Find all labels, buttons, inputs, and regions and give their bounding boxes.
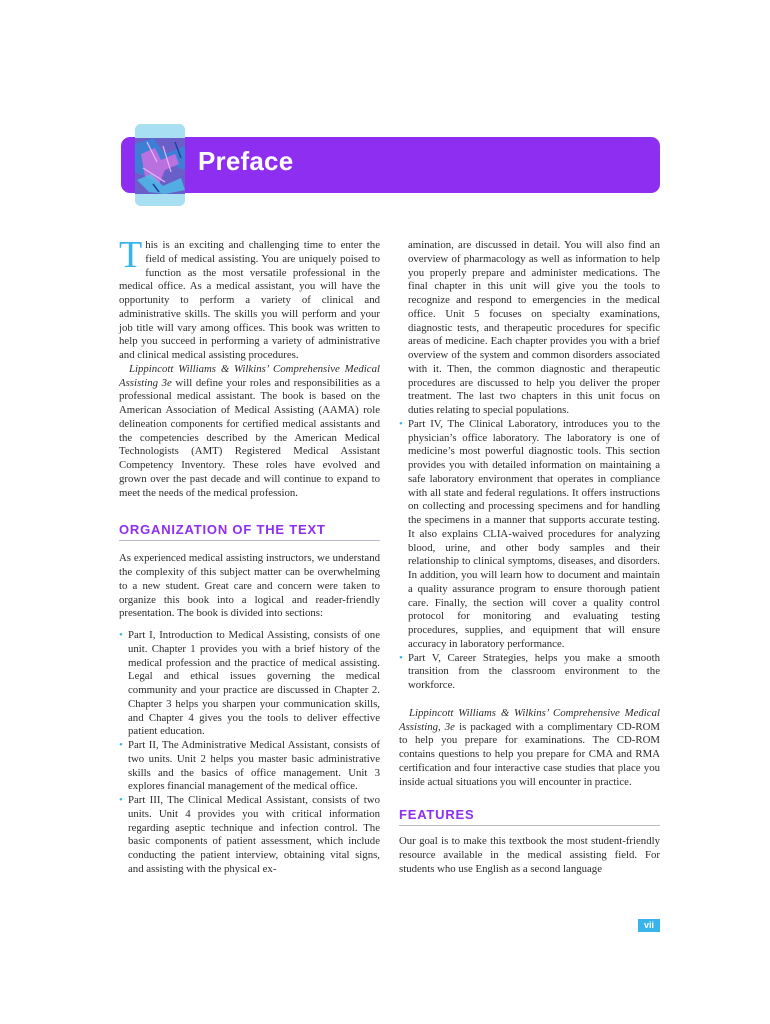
- page-title: Preface: [198, 146, 294, 176]
- bullet-icon: •: [119, 629, 123, 641]
- right-column: [399, 239, 660, 877]
- list-item-text: Part II, The Administrative Medical Assistant, consists of two units. Unit 2 helps you master basic administrative skills and the basics of office management. Unit 3 explores financial management of the medical office.: [128, 739, 380, 793]
- list-item: [399, 652, 660, 693]
- intro-paragraph: [119, 234, 380, 363]
- list-item-text: Part III, The Clinical Medical Assistant, consists of two units. Unit 4 provides you with critical information regarding aseptic technique and infection control. The basic components of patient assessment, which include conducting the patient interview, obtaining vital signs, and assisting with the physical ex-: [128, 794, 380, 875]
- section-heading-features: FEATURES: [399, 807, 660, 826]
- list-item-text: Part IV, The Clinical Laboratory, introduces you to the physician’s office laboratory. The laboratory is one of medicine’s most powerful diagnostic tools. This section provides you with detailed information on maintaining a safe laboratory environment that operates in compliance with all state and federal regulations. It offers instructions on collecting and processing specimens and for handling the specimens in a manner that supports accurate testing. It also explains CLIA-waived procedures for analyzing blood, urine, and other body samples and their relationship to clinical symptoms, diseases, and disorders. In addition, you will learn how to document and maintain a quality assurance program to ensure thorough patient care. Finally, the section will cover a quality control protocol for monitoring and evaluating testing procedures, supplies, and equipment that will ensure accuracy in laboratory performance.: [408, 417, 660, 650]
- bullet-icon: •: [399, 417, 403, 430]
- bullet-icon: •: [119, 794, 123, 806]
- paragraph-cdrom: [399, 707, 660, 790]
- list-item-text: amination, are discussed in detail. You will also find an overview of pharmacology as well as information to help you properly prepare and administer medications. The final chapter in this unit will give you the tools to recognize and respond to emergencies in the medical office. Unit 5 focuses on specialty examinations, diagnostic tests, and therapeutic procedures for specific areas of medicine. Each chapter provides you with a brief overview of the system and common disorders associated with it. Then, the common diagnostic and therapeutic procedures are discussed to help you deliver the proper treatment. The last two chapters in this unit focus on duties relating to special populations.: [408, 239, 660, 416]
- paragraph-cdrom-text: is packaged with a complimentary CD-ROM to help you prepare for examinations. The CD-ROM contains questions to help you prepare for CMA and RMA certification and four interactive case studies that place you inside actual situations you will encounter in practice.: [399, 720, 661, 788]
- bullet-icon: •: [399, 651, 403, 664]
- section-heading-organization: ORGANIZATION OF THE TEXT: [119, 522, 380, 541]
- drop-cap: T: [119, 234, 143, 276]
- parts-list-right: [399, 239, 660, 693]
- left-column: [119, 234, 381, 877]
- list-item-continuation: [399, 239, 660, 418]
- features-paragraph: Our goal is to make this textbook the most student-friendly resource available in the medical assisting field. For students who use English as a second language: [399, 835, 660, 875]
- book-title-italic: Lippincott Williams & Wilkins’ Comprehensive Medical Assisting, 3e: [399, 706, 660, 733]
- list-item: [399, 418, 660, 652]
- paragraph-book-roles: [119, 363, 380, 501]
- organization-intro: As experienced medical assisting instructors, we understand the complexity of this subject matter can be overwhelming to a new student. Great care and concern were taken to organize this book into a logical and reader-friendly presentation. The book is divided into sections:: [119, 552, 380, 620]
- list-item-text: Part V, Career Strategies, helps you make a smooth transition from the classroom environment to the workforce.: [408, 651, 660, 691]
- paragraph-book-roles-text: will define your roles and responsibilities as a professional medical assistant. The book is based on the American Association of Medical Assisting (AAMA) role delineation components for certified medical assistants and the competencies described by the American Medical Technologists (AMT) Registered Medical Assistant Competency Inventory. These roles have evolved and grown over the past decade and will continue to expand to meet the needs of the medical profession.: [119, 376, 381, 499]
- decorative-photo-image: [135, 124, 185, 206]
- list-item: [119, 629, 380, 739]
- bullet-icon: •: [119, 739, 123, 751]
- page-number: vii: [638, 919, 660, 932]
- list-item: [119, 739, 380, 794]
- list-item: [119, 794, 380, 877]
- book-title-italic: Lippincott Williams & Wilkins’ Comprehensive Medical Assisting 3e: [119, 362, 380, 389]
- intro-text: his is an exciting and challenging time to enter the field of medical assisting. You are uniquely poised to function as the most versatile professional in the medical office. As a medical assistant, you will have the opportunity to perform a variety of clinical and administrative skills. The skills you will perform and your job title will vary among offices. This book was written to help you succeed in performing a variety of administrative and clinical medical assisting procedures.: [119, 239, 380, 361]
- parts-list-left: [119, 629, 380, 877]
- photo-art-icon: [135, 124, 185, 206]
- list-item-text: Part I, Introduction to Medical Assisting, consists of one unit. Chapter 1 provides you with a brief history of the medical profession and the practice of medical assisting. Legal and ethical issues governing the medical community and your practice are discussed in Chapter 2. Chapter 3 helps you sharpen your communication skills, and Chapter 4 gives you the tools to deliver effective patient education.: [128, 629, 380, 738]
